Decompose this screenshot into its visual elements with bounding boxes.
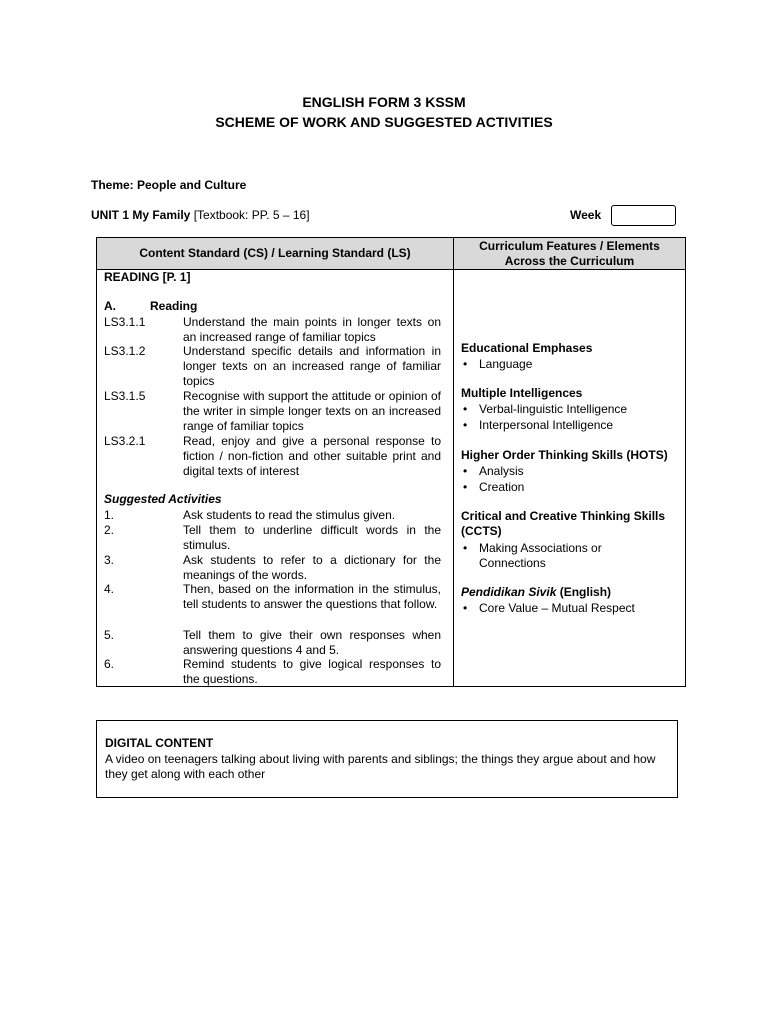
activity-number: 4.	[104, 582, 115, 596]
digital-content-box	[96, 720, 678, 798]
activity-text: Ask students to refer to a dictionary for the meanings of the words.	[183, 553, 441, 582]
standard-code: LS3.1.1	[104, 315, 146, 329]
emphases-item-label: Language	[479, 357, 533, 371]
pendidikan-sivik-italic: Pendidikan Sivik	[461, 585, 557, 599]
ccts-item	[463, 541, 639, 571]
hots-item-label: Creation	[479, 480, 525, 494]
header-right-label	[479, 239, 660, 269]
document-title-line-1: ENGLISH FORM 3 KSSM	[302, 94, 466, 110]
bullet: •	[463, 418, 468, 432]
pendidikan-sivik-heading	[461, 585, 683, 600]
unit-label: UNIT 1 My Family	[91, 208, 191, 222]
header-left-label: Content Standard (CS) / Learning Standard (LS)	[139, 246, 411, 260]
header-right-line-2: Across the Curriculum	[504, 253, 635, 268]
educational-emphases-heading: Educational Emphases	[461, 341, 593, 355]
ccts-heading: Critical and Creative Thinking Skills (CCTS)	[461, 509, 666, 538]
activity-number: 1.	[104, 508, 115, 522]
hots-heading: Higher Order Thinking Skills (HOTS)	[461, 448, 668, 462]
pendidikan-sivik-language: (English)	[556, 585, 612, 599]
mi-item	[463, 402, 694, 417]
subsection-letter: A.	[104, 299, 116, 313]
suggested-activities-heading: Suggested Activities	[104, 492, 222, 506]
week-input-box[interactable]	[611, 205, 676, 226]
multiple-intelligences-heading: Multiple Intelligences	[461, 386, 583, 400]
standard-description: Understand specific details and information in longer texts on an increased range of familiar topics	[183, 344, 441, 388]
mi-item-label: Verbal-linguistic Intelligence	[479, 402, 628, 416]
header-right-line-1: Curriculum Features / Elements	[479, 238, 660, 253]
activity-text: Then, based on the information in the stimulus, tell students to answer the questions that follow.	[183, 582, 441, 611]
week-label: Week	[570, 208, 602, 222]
section-heading-reading: READING [P. 1]	[104, 270, 191, 284]
activity-number: 3.	[104, 553, 115, 567]
standard-code: LS3.1.2	[104, 344, 146, 358]
activity-text: Ask students to read the stimulus given.	[183, 508, 396, 522]
subsection-name: Reading	[150, 299, 198, 313]
standards-table	[96, 237, 686, 687]
bullet: •	[463, 402, 468, 416]
unit-heading	[91, 208, 310, 222]
digital-content-text: A video on teenagers talking about living with parents and siblings; the things they argue about and how they get along with each other	[105, 752, 656, 781]
theme-heading: Theme: People and Culture	[91, 178, 247, 192]
activity-text: Remind students to give logical responses to the questions.	[183, 657, 441, 686]
activity-number: 2.	[104, 523, 115, 537]
standard-code: LS3.1.5	[104, 389, 146, 403]
column-divider	[453, 238, 454, 686]
bullet: •	[463, 601, 468, 615]
bullet: •	[463, 357, 468, 371]
ccts-item-label: Making Associations or Connections	[479, 541, 602, 570]
standard-description: Read, enjoy and give a personal response to fiction / non-fiction and other suitable print and digital texts of interest	[183, 434, 441, 478]
standard-code: LS3.2.1	[104, 434, 146, 448]
activity-number: 5.	[104, 628, 115, 642]
bullet: •	[463, 464, 468, 478]
standard-description: Recognise with support the attitude or opinion of the writer in simple longer texts on an increased range of familiar topics	[183, 389, 441, 433]
hots-item	[463, 464, 694, 479]
activity-text: Tell them to give their own responses when answering questions 4 and 5.	[183, 628, 441, 657]
hots-item-label: Analysis	[479, 464, 524, 478]
sivik-item	[463, 601, 694, 616]
standard-description: Understand the main points in longer texts on an increased range of familiar topics	[183, 315, 441, 344]
unit-textbook-reference: [Textbook: PP. 5 – 16]	[190, 208, 310, 222]
emphases-item	[463, 357, 694, 372]
sivik-item-label: Core Value – Mutual Respect	[479, 601, 635, 615]
bullet: •	[463, 480, 468, 494]
header-curriculum-features	[454, 238, 685, 270]
mi-item	[463, 418, 694, 433]
activity-number: 6.	[104, 657, 115, 671]
hots-item	[463, 480, 694, 495]
header-content-standard	[97, 238, 453, 270]
activity-text: Tell them to underline difficult words in the stimulus.	[183, 523, 441, 552]
bullet: •	[463, 541, 468, 555]
digital-content-title: DIGITAL CONTENT	[105, 736, 214, 750]
mi-item-label: Interpersonal Intelligence	[479, 418, 614, 432]
document-title-line-2: SCHEME OF WORK AND SUGGESTED ACTIVITIES	[215, 114, 553, 130]
